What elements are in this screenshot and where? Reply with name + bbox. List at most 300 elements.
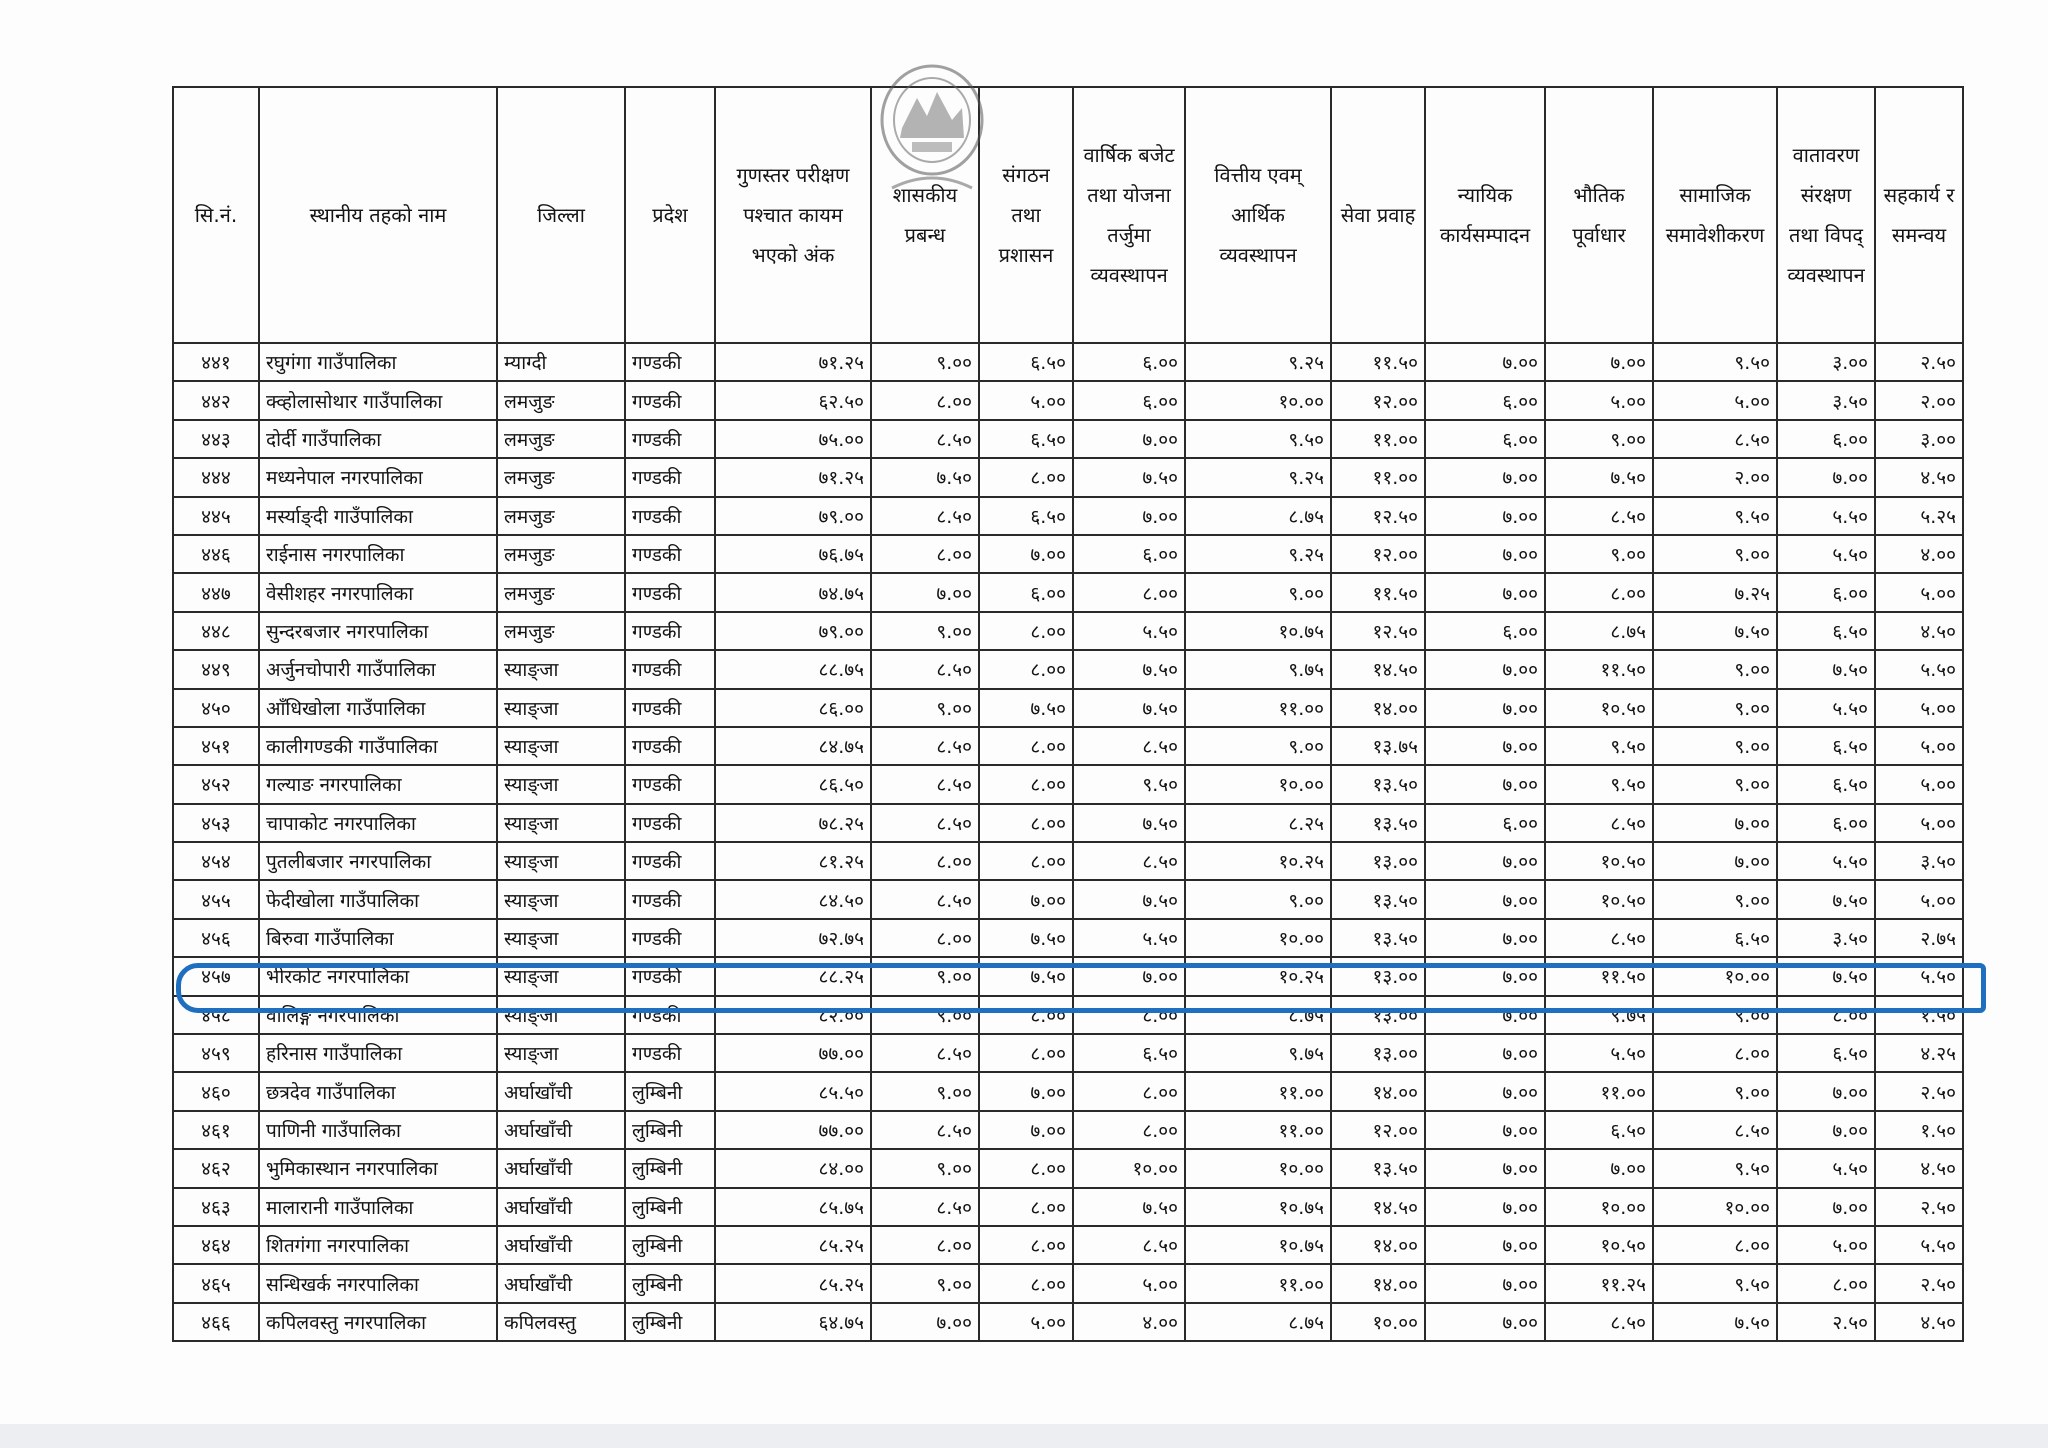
cell-physical-infrastructure: ११.२५ <box>1545 1264 1653 1302</box>
cell-total-score: ७२.७५ <box>715 919 871 957</box>
cell-judicial-performance: ७.०० <box>1425 573 1545 611</box>
cell-local-body-name: सन्धिखर्क नगरपालिका <box>259 1264 497 1302</box>
header-governance: शासकीय प्रबन्ध <box>871 87 979 343</box>
cell-social-inclusion: १०.०० <box>1653 957 1777 995</box>
header-physical-infrastructure: भौतिक पूर्वाधार <box>1545 87 1653 343</box>
cell-budget-planning: ७.५० <box>1073 880 1185 918</box>
cell-organization-administration: ८.०० <box>979 996 1073 1034</box>
cell-financial-management: १०.०० <box>1185 381 1331 419</box>
cell-financial-management: ९.२५ <box>1185 535 1331 573</box>
cell-district: लमजुङ <box>497 612 625 650</box>
table-row <box>173 1072 1963 1110</box>
cell-social-inclusion: ९.५० <box>1653 1264 1777 1302</box>
cell-district: स्याङ्जा <box>497 996 625 1034</box>
cell-environment-disaster: ७.०० <box>1777 1111 1875 1149</box>
cell-serial: ४६३ <box>173 1188 259 1226</box>
cell-budget-planning: ६.०० <box>1073 381 1185 419</box>
cell-total-score: ७७.०० <box>715 1111 871 1149</box>
cell-budget-planning: १०.०० <box>1073 1149 1185 1187</box>
cell-governance: ९.०० <box>871 343 979 381</box>
cell-local-body-name: शितगंगा नगरपालिका <box>259 1226 497 1264</box>
cell-governance: ८.५० <box>871 1034 979 1072</box>
cell-judicial-performance: ७.०० <box>1425 1188 1545 1226</box>
table-row <box>173 535 1963 573</box>
cell-province: गण्डकी <box>625 957 715 995</box>
cell-financial-management: ९.०० <box>1185 880 1331 918</box>
cell-service-delivery: १३.५० <box>1331 919 1425 957</box>
cell-cooperation-coordination: ५.०० <box>1875 573 1963 611</box>
cell-total-score: ८८.२५ <box>715 957 871 995</box>
cell-total-score: ७७.०० <box>715 1034 871 1072</box>
cell-service-delivery: १२.०० <box>1331 381 1425 419</box>
cell-organization-administration: ८.०० <box>979 842 1073 880</box>
cell-total-score: ६४.७५ <box>715 1303 871 1341</box>
cell-cooperation-coordination: ५.०० <box>1875 727 1963 765</box>
cell-social-inclusion: ९.०० <box>1653 765 1777 803</box>
cell-serial: ४५९ <box>173 1034 259 1072</box>
cell-local-body-name: वेसीशहर नगरपालिका <box>259 573 497 611</box>
cell-total-score: ८४.०० <box>715 1149 871 1187</box>
cell-cooperation-coordination: ४.०० <box>1875 535 1963 573</box>
cell-total-score: ८४.७५ <box>715 727 871 765</box>
cell-physical-infrastructure: ११.५० <box>1545 957 1653 995</box>
cell-cooperation-coordination: ५.०० <box>1875 880 1963 918</box>
cell-social-inclusion: ९.५० <box>1653 497 1777 535</box>
cell-province: गण्डकी <box>625 612 715 650</box>
cell-service-delivery: १४.०० <box>1331 1226 1425 1264</box>
cell-budget-planning: ८.५० <box>1073 1226 1185 1264</box>
cell-governance: ७.०० <box>871 1303 979 1341</box>
cell-social-inclusion: ९.५० <box>1653 343 1777 381</box>
cell-service-delivery: ११.५० <box>1331 573 1425 611</box>
cell-environment-disaster: ७.५० <box>1777 880 1875 918</box>
cell-social-inclusion: ८.५० <box>1653 420 1777 458</box>
cell-district: स्याङ्जा <box>497 880 625 918</box>
cell-judicial-performance: ७.०० <box>1425 1111 1545 1149</box>
cell-environment-disaster: ३.५० <box>1777 381 1875 419</box>
cell-budget-planning: ७.०० <box>1073 497 1185 535</box>
cell-serial: ४५३ <box>173 804 259 842</box>
cell-governance: ८.५० <box>871 727 979 765</box>
cell-province: लुम्बिनी <box>625 1226 715 1264</box>
cell-local-body-name: क्व्होलासोथार गाउँपालिका <box>259 381 497 419</box>
cell-district: लमजुङ <box>497 458 625 496</box>
cell-organization-administration: ७.५० <box>979 957 1073 995</box>
cell-local-body-name: चापाकोट नगरपालिका <box>259 804 497 842</box>
cell-judicial-performance: ७.०० <box>1425 1072 1545 1110</box>
cell-physical-infrastructure: ५.५० <box>1545 1034 1653 1072</box>
table-row <box>173 573 1963 611</box>
cell-cooperation-coordination: ४.५० <box>1875 1303 1963 1341</box>
cell-governance: ८.०० <box>871 535 979 573</box>
cell-financial-management: १०.०० <box>1185 765 1331 803</box>
cell-province: गण्डकी <box>625 727 715 765</box>
cell-cooperation-coordination: ५.०० <box>1875 765 1963 803</box>
page-bottom-edge <box>0 1424 2048 1448</box>
table-header <box>173 87 1963 343</box>
cell-social-inclusion: ८.०० <box>1653 1226 1777 1264</box>
cell-serial: ४६१ <box>173 1111 259 1149</box>
cell-physical-infrastructure: ११.०० <box>1545 1072 1653 1110</box>
cell-social-inclusion: ७.५० <box>1653 612 1777 650</box>
cell-province: लुम्बिनी <box>625 1149 715 1187</box>
table-row <box>173 689 1963 727</box>
cell-cooperation-coordination: ३.०० <box>1875 420 1963 458</box>
cell-serial: ४४६ <box>173 535 259 573</box>
cell-total-score: ८५.२५ <box>715 1226 871 1264</box>
cell-service-delivery: १२.०० <box>1331 1111 1425 1149</box>
cell-judicial-performance: ७.०० <box>1425 343 1545 381</box>
cell-financial-management: ९.०० <box>1185 573 1331 611</box>
cell-financial-management: १०.२५ <box>1185 842 1331 880</box>
cell-social-inclusion: ९.०० <box>1653 880 1777 918</box>
cell-cooperation-coordination: ४.५० <box>1875 612 1963 650</box>
cell-governance: ७.०० <box>871 573 979 611</box>
cell-serial: ४६६ <box>173 1303 259 1341</box>
cell-environment-disaster: ५.५० <box>1777 497 1875 535</box>
cell-cooperation-coordination: २.५० <box>1875 1188 1963 1226</box>
cell-district: लमजुङ <box>497 420 625 458</box>
table-row <box>173 919 1963 957</box>
header-service-delivery: सेवा प्रवाह <box>1331 87 1425 343</box>
cell-service-delivery: १३.०० <box>1331 996 1425 1034</box>
cell-governance: ८.०० <box>871 919 979 957</box>
cell-total-score: ८६.५० <box>715 765 871 803</box>
cell-province: गण्डकी <box>625 689 715 727</box>
cell-social-inclusion: ६.५० <box>1653 919 1777 957</box>
cell-total-score: ७१.२५ <box>715 458 871 496</box>
cell-physical-infrastructure: ७.५० <box>1545 458 1653 496</box>
cell-physical-infrastructure: १०.५० <box>1545 1226 1653 1264</box>
cell-local-body-name: सुन्दरबजार नगरपालिका <box>259 612 497 650</box>
cell-governance: ८.५० <box>871 420 979 458</box>
cell-financial-management: ९.७५ <box>1185 650 1331 688</box>
cell-total-score: ८४.५० <box>715 880 871 918</box>
cell-budget-planning: ५.५० <box>1073 919 1185 957</box>
cell-cooperation-coordination: २.५० <box>1875 1072 1963 1110</box>
table-row <box>173 804 1963 842</box>
cell-organization-administration: ८.०० <box>979 612 1073 650</box>
cell-organization-administration: ८.०० <box>979 1188 1073 1226</box>
cell-financial-management: ११.०० <box>1185 1264 1331 1302</box>
cell-organization-administration: ८.०० <box>979 1034 1073 1072</box>
cell-service-delivery: १३.०० <box>1331 957 1425 995</box>
cell-physical-infrastructure: ८.५० <box>1545 919 1653 957</box>
cell-district: लमजुङ <box>497 381 625 419</box>
cell-organization-administration: ५.०० <box>979 1303 1073 1341</box>
ranking-table <box>172 86 1964 1342</box>
table-row <box>173 1303 1963 1341</box>
cell-district: अर्घाखाँची <box>497 1149 625 1187</box>
cell-province: गण्डकी <box>625 381 715 419</box>
cell-cooperation-coordination: १.५० <box>1875 996 1963 1034</box>
cell-financial-management: १०.७५ <box>1185 1226 1331 1264</box>
cell-organization-administration: ८.०० <box>979 804 1073 842</box>
table-row <box>173 1226 1963 1264</box>
cell-cooperation-coordination: ५.०० <box>1875 804 1963 842</box>
cell-province: गण्डकी <box>625 343 715 381</box>
cell-governance: ९.०० <box>871 957 979 995</box>
cell-environment-disaster: ७.०० <box>1777 1188 1875 1226</box>
cell-budget-planning: ८.०० <box>1073 1111 1185 1149</box>
cell-serial: ४४२ <box>173 381 259 419</box>
cell-cooperation-coordination: २.०० <box>1875 381 1963 419</box>
cell-budget-planning: ८.०० <box>1073 996 1185 1034</box>
cell-environment-disaster: ५.५० <box>1777 689 1875 727</box>
cell-budget-planning: ७.५० <box>1073 689 1185 727</box>
cell-cooperation-coordination: ३.५० <box>1875 842 1963 880</box>
table-row <box>173 880 1963 918</box>
cell-serial: ४५४ <box>173 842 259 880</box>
cell-physical-infrastructure: १०.०० <box>1545 1188 1653 1226</box>
cell-province: लुम्बिनी <box>625 1111 715 1149</box>
cell-social-inclusion: ८.०० <box>1653 1034 1777 1072</box>
cell-province: लुम्बिनी <box>625 1188 715 1226</box>
cell-cooperation-coordination: ४.२५ <box>1875 1034 1963 1072</box>
cell-judicial-performance: ७.०० <box>1425 996 1545 1034</box>
cell-province: गण्डकी <box>625 880 715 918</box>
cell-cooperation-coordination: १.५० <box>1875 1111 1963 1149</box>
cell-social-inclusion: १०.०० <box>1653 1188 1777 1226</box>
cell-governance: ८.५० <box>871 1111 979 1149</box>
cell-governance: ८.०० <box>871 1226 979 1264</box>
cell-serial: ४५१ <box>173 727 259 765</box>
cell-local-body-name: मालारानी गाउँपालिका <box>259 1188 497 1226</box>
cell-district: स्याङ्जा <box>497 1034 625 1072</box>
cell-judicial-performance: ७.०० <box>1425 1303 1545 1341</box>
cell-total-score: ८५.२५ <box>715 1264 871 1302</box>
cell-budget-planning: ७.५० <box>1073 458 1185 496</box>
cell-environment-disaster: ५.०० <box>1777 1226 1875 1264</box>
cell-service-delivery: १२.५० <box>1331 612 1425 650</box>
cell-serial: ४४१ <box>173 343 259 381</box>
header-row <box>173 87 1963 343</box>
cell-environment-disaster: ६.५० <box>1777 765 1875 803</box>
cell-financial-management: ८.७५ <box>1185 497 1331 535</box>
cell-service-delivery: १४.०० <box>1331 1264 1425 1302</box>
cell-judicial-performance: ६.०० <box>1425 804 1545 842</box>
table-row <box>173 996 1963 1034</box>
cell-budget-planning: ७.०० <box>1073 420 1185 458</box>
cell-social-inclusion: ८.५० <box>1653 1111 1777 1149</box>
cell-physical-infrastructure: ८.७५ <box>1545 612 1653 650</box>
cell-organization-administration: ७.०० <box>979 535 1073 573</box>
cell-district: म्याग्दी <box>497 343 625 381</box>
cell-judicial-performance: ७.०० <box>1425 650 1545 688</box>
table-row <box>173 727 1963 765</box>
cell-environment-disaster: ६.०० <box>1777 804 1875 842</box>
cell-total-score: ७८.२५ <box>715 804 871 842</box>
cell-local-body-name: फेदीखोला गाउँपालिका <box>259 880 497 918</box>
cell-physical-infrastructure: ७.०० <box>1545 1149 1653 1187</box>
cell-environment-disaster: ५.५० <box>1777 535 1875 573</box>
cell-province: गण्डकी <box>625 804 715 842</box>
cell-physical-infrastructure: १०.५० <box>1545 689 1653 727</box>
cell-judicial-performance: ७.०० <box>1425 497 1545 535</box>
cell-budget-planning: ९.५० <box>1073 765 1185 803</box>
cell-social-inclusion: ९.०० <box>1653 1072 1777 1110</box>
header-cooperation-coordination: सहकार्य र समन्वय <box>1875 87 1963 343</box>
header-organization-administration: संगठन तथा प्रशासन <box>979 87 1073 343</box>
cell-budget-planning: ४.०० <box>1073 1303 1185 1341</box>
cell-environment-disaster: ६.५० <box>1777 1034 1875 1072</box>
cell-financial-management: ९.२५ <box>1185 458 1331 496</box>
table-body <box>173 343 1963 1341</box>
cell-financial-management: ८.७५ <box>1185 996 1331 1034</box>
cell-judicial-performance: ७.०० <box>1425 1226 1545 1264</box>
header-judicial-performance: न्यायिक कार्यसम्पादन <box>1425 87 1545 343</box>
table-row <box>173 650 1963 688</box>
cell-district: स्याङ्जा <box>497 727 625 765</box>
cell-province: गण्डकी <box>625 458 715 496</box>
cell-financial-management: १०.७५ <box>1185 1188 1331 1226</box>
cell-environment-disaster: ८.०० <box>1777 996 1875 1034</box>
cell-cooperation-coordination: ५.५० <box>1875 650 1963 688</box>
cell-social-inclusion: २.०० <box>1653 458 1777 496</box>
cell-judicial-performance: ७.०० <box>1425 689 1545 727</box>
table-row <box>173 381 1963 419</box>
cell-cooperation-coordination: ५.०० <box>1875 689 1963 727</box>
cell-environment-disaster: ७.०० <box>1777 458 1875 496</box>
cell-organization-administration: ७.०० <box>979 880 1073 918</box>
cell-service-delivery: ११.०० <box>1331 420 1425 458</box>
cell-cooperation-coordination: २.५० <box>1875 1264 1963 1302</box>
cell-district: अर्घाखाँची <box>497 1111 625 1149</box>
cell-district: अर्घाखाँची <box>497 1188 625 1226</box>
cell-province: गण्डकी <box>625 573 715 611</box>
cell-physical-infrastructure: ११.५० <box>1545 650 1653 688</box>
cell-local-body-name: पुतलीबजार नगरपालिका <box>259 842 497 880</box>
cell-social-inclusion: ५.०० <box>1653 381 1777 419</box>
cell-governance: ८.०० <box>871 381 979 419</box>
cell-local-body-name: मर्स्याङ्दी गाउँपालिका <box>259 497 497 535</box>
cell-total-score: ७६.७५ <box>715 535 871 573</box>
cell-province: गण्डकी <box>625 842 715 880</box>
cell-organization-administration: ८.०० <box>979 650 1073 688</box>
cell-total-score: ८८.७५ <box>715 650 871 688</box>
cell-environment-disaster: ७.५० <box>1777 957 1875 995</box>
header-district: जिल्ला <box>497 87 625 343</box>
cell-province: गण्डकी <box>625 497 715 535</box>
cell-cooperation-coordination: ४.५० <box>1875 1149 1963 1187</box>
cell-province: गण्डकी <box>625 535 715 573</box>
cell-governance: ८.५० <box>871 650 979 688</box>
cell-organization-administration: ८.०० <box>979 1264 1073 1302</box>
cell-local-body-name: अर्जुनचोपारी गाउँपालिका <box>259 650 497 688</box>
cell-service-delivery: १०.०० <box>1331 1303 1425 1341</box>
cell-district: स्याङ्जा <box>497 842 625 880</box>
cell-district: अर्घाखाँची <box>497 1264 625 1302</box>
cell-serial: ४४४ <box>173 458 259 496</box>
cell-district: अर्घाखाँची <box>497 1226 625 1264</box>
cell-local-body-name: कालीगण्डकी गाउँपालिका <box>259 727 497 765</box>
cell-service-delivery: ११.०० <box>1331 458 1425 496</box>
table-row <box>173 842 1963 880</box>
cell-service-delivery: १३.५० <box>1331 1149 1425 1187</box>
cell-social-inclusion: ७.५० <box>1653 1303 1777 1341</box>
cell-district: कपिलवस्तु <box>497 1303 625 1341</box>
cell-local-body-name: रघुगंगा गाउँपालिका <box>259 343 497 381</box>
cell-financial-management: ८.७५ <box>1185 1303 1331 1341</box>
cell-governance: ९.०० <box>871 612 979 650</box>
cell-organization-administration: ५.०० <box>979 381 1073 419</box>
cell-social-inclusion: ७.०० <box>1653 804 1777 842</box>
cell-serial: ४४९ <box>173 650 259 688</box>
cell-environment-disaster: ८.०० <box>1777 1264 1875 1302</box>
cell-environment-disaster: ५.५० <box>1777 842 1875 880</box>
header-social-inclusion: सामाजिक समावेशीकरण <box>1653 87 1777 343</box>
cell-financial-management: ११.०० <box>1185 689 1331 727</box>
cell-service-delivery: १४.५० <box>1331 1188 1425 1226</box>
cell-total-score: ८५.५० <box>715 1072 871 1110</box>
cell-environment-disaster: २.५० <box>1777 1303 1875 1341</box>
cell-environment-disaster: ७.०० <box>1777 1072 1875 1110</box>
table-row <box>173 957 1963 995</box>
header-serial: सि.नं. <box>173 87 259 343</box>
cell-local-body-name: भीरकोट नगरपालिका <box>259 957 497 995</box>
cell-service-delivery: १३.७५ <box>1331 727 1425 765</box>
header-environment-disaster: वातावरण संरक्षण तथा विपद् व्यवस्थापन <box>1777 87 1875 343</box>
cell-judicial-performance: ७.०० <box>1425 842 1545 880</box>
cell-total-score: ८२.०० <box>715 996 871 1034</box>
cell-serial: ४४७ <box>173 573 259 611</box>
cell-province: लुम्बिनी <box>625 1303 715 1341</box>
cell-physical-infrastructure: ६.५० <box>1545 1111 1653 1149</box>
cell-environment-disaster: ७.५० <box>1777 650 1875 688</box>
cell-financial-management: ११.०० <box>1185 1111 1331 1149</box>
cell-environment-disaster: ६.०० <box>1777 420 1875 458</box>
cell-judicial-performance: ६.०० <box>1425 612 1545 650</box>
cell-physical-infrastructure: ५.०० <box>1545 381 1653 419</box>
table-row <box>173 420 1963 458</box>
cell-budget-planning: ५.०० <box>1073 1264 1185 1302</box>
cell-physical-infrastructure: ९.०० <box>1545 535 1653 573</box>
cell-total-score: ६२.५० <box>715 381 871 419</box>
cell-budget-planning: ८.०० <box>1073 573 1185 611</box>
cell-cooperation-coordination: ४.५० <box>1875 458 1963 496</box>
cell-judicial-performance: ७.०० <box>1425 765 1545 803</box>
cell-physical-infrastructure: ८.५० <box>1545 497 1653 535</box>
cell-judicial-performance: ६.०० <box>1425 420 1545 458</box>
cell-local-body-name: हरिनास गाउँपालिका <box>259 1034 497 1072</box>
cell-financial-management: ९.०० <box>1185 727 1331 765</box>
cell-organization-administration: ८.०० <box>979 765 1073 803</box>
cell-serial: ४६५ <box>173 1264 259 1302</box>
header-total-score: गुणस्तर परीक्षण पश्चात कायम भएको अंक <box>715 87 871 343</box>
table-row <box>173 1264 1963 1302</box>
cell-physical-infrastructure: ७.०० <box>1545 343 1653 381</box>
cell-district: स्याङ्जा <box>497 689 625 727</box>
cell-province: लुम्बिनी <box>625 1264 715 1302</box>
cell-district: स्याङ्जा <box>497 919 625 957</box>
cell-local-body-name: दोर्दी गाउँपालिका <box>259 420 497 458</box>
cell-serial: ४६२ <box>173 1149 259 1187</box>
cell-serial: ४५६ <box>173 919 259 957</box>
cell-organization-administration: ७.५० <box>979 689 1073 727</box>
cell-province: गण्डकी <box>625 765 715 803</box>
cell-judicial-performance: ७.०० <box>1425 880 1545 918</box>
cell-service-delivery: १३.५० <box>1331 804 1425 842</box>
cell-province: लुम्बिनी <box>625 1072 715 1110</box>
cell-budget-planning: ८.५० <box>1073 727 1185 765</box>
cell-budget-planning: ७.५० <box>1073 804 1185 842</box>
cell-environment-disaster: ६.५० <box>1777 727 1875 765</box>
cell-serial: ४५२ <box>173 765 259 803</box>
cell-service-delivery: १४.५० <box>1331 650 1425 688</box>
cell-cooperation-coordination: ५.५० <box>1875 1226 1963 1264</box>
header-province: प्रदेश <box>625 87 715 343</box>
cell-serial: ४५७ <box>173 957 259 995</box>
